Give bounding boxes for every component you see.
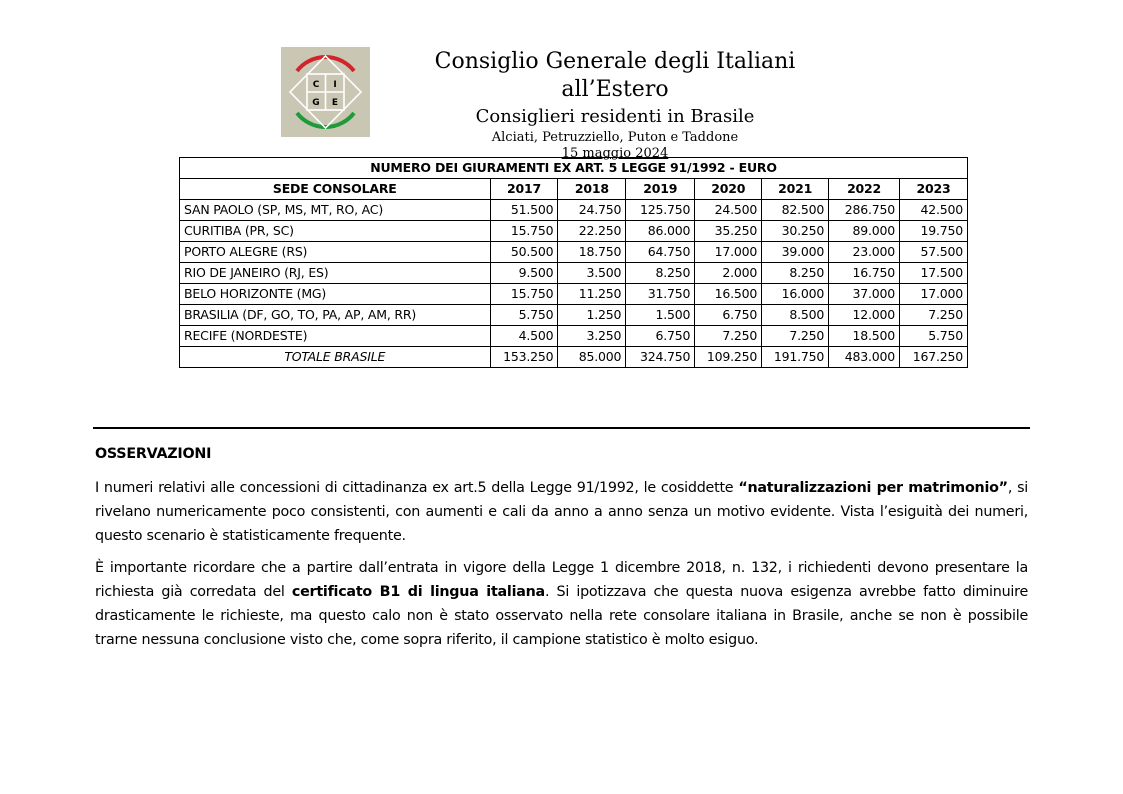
paragraph-2-text-a: È importante ricordare che a partire dall’entrata in vigore della Legge 1 dicembre 2018, n. 132, i richiedenti devono presentare la richiesta già corredata del	[95, 560, 1028, 600]
total-value-cell: 167.250	[900, 347, 968, 368]
cgie-emblem-icon	[281, 47, 370, 137]
column-header-year: 2023	[900, 179, 968, 200]
cgie-logo	[281, 47, 370, 137]
value-cell: 286.750	[829, 200, 900, 221]
table-row	[180, 263, 968, 284]
logo-letter-i: I	[333, 80, 337, 90]
value-cell: 31.750	[626, 284, 695, 305]
table-row	[180, 221, 968, 242]
column-header-year: 2019	[626, 179, 695, 200]
consulate-name-cell: BRASILIA (DF, GO, TO, PA, AP, AM, RR)	[180, 305, 491, 326]
total-value-cell: 324.750	[626, 347, 695, 368]
value-cell: 7.250	[695, 326, 762, 347]
value-cell: 39.000	[762, 242, 829, 263]
column-header-sede: SEDE CONSOLARE	[180, 179, 491, 200]
column-header-year: 2018	[558, 179, 626, 200]
value-cell: 15.750	[490, 221, 558, 242]
value-cell: 86.000	[626, 221, 695, 242]
table-body	[180, 200, 968, 368]
observations-paragraph-1	[95, 476, 1028, 548]
table-title-row	[180, 158, 968, 179]
value-cell: 5.750	[490, 305, 558, 326]
table-total-row	[180, 347, 968, 368]
consulate-name-cell: CURITIBA (PR, SC)	[180, 221, 491, 242]
value-cell: 6.750	[695, 305, 762, 326]
value-cell: 4.500	[490, 326, 558, 347]
header-subtitle: Consiglieri residenti in Brasile	[475, 106, 755, 127]
value-cell: 17.500	[900, 263, 968, 284]
value-cell: 6.750	[626, 326, 695, 347]
column-header-year: 2020	[695, 179, 762, 200]
table-row	[180, 200, 968, 221]
value-cell: 2.000	[695, 263, 762, 284]
value-cell: 35.250	[695, 221, 762, 242]
value-cell: 7.250	[762, 326, 829, 347]
column-header-year: 2022	[829, 179, 900, 200]
value-cell: 1.500	[626, 305, 695, 326]
paragraph-1-text-c: , si rivelano numericamente poco consistenti, con aumenti e cali da anno a anno senza un motivo evidente. Vista l’esiguità dei numeri, questo scenario è statisticamente frequente.	[95, 480, 1029, 544]
value-cell: 17.000	[900, 284, 968, 305]
value-cell: 7.250	[900, 305, 968, 326]
value-cell: 15.750	[490, 284, 558, 305]
value-cell: 19.750	[900, 221, 968, 242]
value-cell: 57.500	[900, 242, 968, 263]
paragraph-2-text-c: . Si ipotizzava che questa nuova esigenza avrebbe fatto diminuire drasticamente le richieste, ma questo calo non è stato osservato nella rete consolare italiana in Brasile, anche se non è possibile trarne nessuna conclusione visto che, come sopra riferito, il campione statistico è molto esiguo.	[95, 584, 1028, 648]
header-names: Alciati, Petruzziello, Puton e Taddone	[491, 130, 739, 145]
total-value-cell: 85.000	[558, 347, 626, 368]
logo-letter-c: C	[312, 80, 320, 90]
value-cell: 50.500	[490, 242, 558, 263]
section-divider	[93, 427, 1030, 429]
value-cell: 24.750	[558, 200, 626, 221]
table-row	[180, 284, 968, 305]
value-cell: 18.500	[829, 326, 900, 347]
table-row	[180, 326, 968, 347]
consulate-name-cell: RECIFE (NORDESTE)	[180, 326, 491, 347]
logo-letter-g: G	[312, 98, 320, 108]
table-row	[180, 242, 968, 263]
value-cell: 24.500	[695, 200, 762, 221]
consulate-name-cell: RIO DE JANEIRO (RJ, ES)	[180, 263, 491, 284]
value-cell: 82.500	[762, 200, 829, 221]
value-cell: 22.250	[558, 221, 626, 242]
document-header	[380, 48, 850, 162]
consulate-name-cell: BELO HORIZONTE (MG)	[180, 284, 491, 305]
value-cell: 9.500	[490, 263, 558, 284]
paragraph-2-bold: certificato B1 di lingua italiana	[291, 584, 545, 600]
header-title: Consiglio Generale degli Italiani all’Estero	[434, 49, 796, 102]
column-header-year: 2017	[490, 179, 558, 200]
value-cell: 8.500	[762, 305, 829, 326]
value-cell: 3.250	[558, 326, 626, 347]
value-cell: 1.250	[558, 305, 626, 326]
value-cell: 42.500	[900, 200, 968, 221]
value-cell: 3.500	[558, 263, 626, 284]
value-cell: 89.000	[829, 221, 900, 242]
value-cell: 16.750	[829, 263, 900, 284]
logo-letter-e: E	[331, 98, 339, 108]
value-cell: 18.750	[558, 242, 626, 263]
total-label-cell: TOTALE BRASILE	[180, 347, 491, 368]
paragraph-1-text-a: I numeri relativi alle concessioni di cittadinanza ex art.5 della Legge 91/1992, le cosiddette	[95, 480, 739, 496]
total-value-cell: 483.000	[829, 347, 900, 368]
value-cell: 11.250	[558, 284, 626, 305]
consulate-name-cell: SAN PAOLO (SP, MS, MT, RO, AC)	[180, 200, 491, 221]
table-row	[180, 305, 968, 326]
logo-arc-green	[297, 113, 354, 127]
observations-section	[95, 442, 1028, 660]
column-header-year: 2021	[762, 179, 829, 200]
value-cell: 125.750	[626, 200, 695, 221]
table-header-row	[180, 179, 968, 200]
value-cell: 64.750	[626, 242, 695, 263]
paragraph-1-bold: “naturalizzazioni per matrimonio”	[738, 480, 1008, 496]
value-cell: 17.000	[695, 242, 762, 263]
total-value-cell: 153.250	[490, 347, 558, 368]
value-cell: 12.000	[829, 305, 900, 326]
value-cell: 16.500	[695, 284, 762, 305]
value-cell: 16.000	[762, 284, 829, 305]
consulate-name-cell: PORTO ALEGRE (RS)	[180, 242, 491, 263]
header-date: 15 maggio 2024	[561, 146, 669, 161]
oaths-table	[179, 157, 968, 368]
value-cell: 8.250	[626, 263, 695, 284]
observations-paragraph-2	[95, 556, 1028, 652]
total-value-cell: 191.750	[762, 347, 829, 368]
value-cell: 23.000	[829, 242, 900, 263]
total-value-cell: 109.250	[695, 347, 762, 368]
table-title: NUMERO DEI GIURAMENTI EX ART. 5 LEGGE 91/1992 - EURO	[180, 158, 968, 179]
value-cell: 8.250	[762, 263, 829, 284]
value-cell: 5.750	[900, 326, 968, 347]
value-cell: 30.250	[762, 221, 829, 242]
observations-heading: OSSERVAZIONI	[95, 446, 212, 462]
logo-arc-red	[297, 57, 354, 71]
value-cell: 51.500	[490, 200, 558, 221]
value-cell: 37.000	[829, 284, 900, 305]
